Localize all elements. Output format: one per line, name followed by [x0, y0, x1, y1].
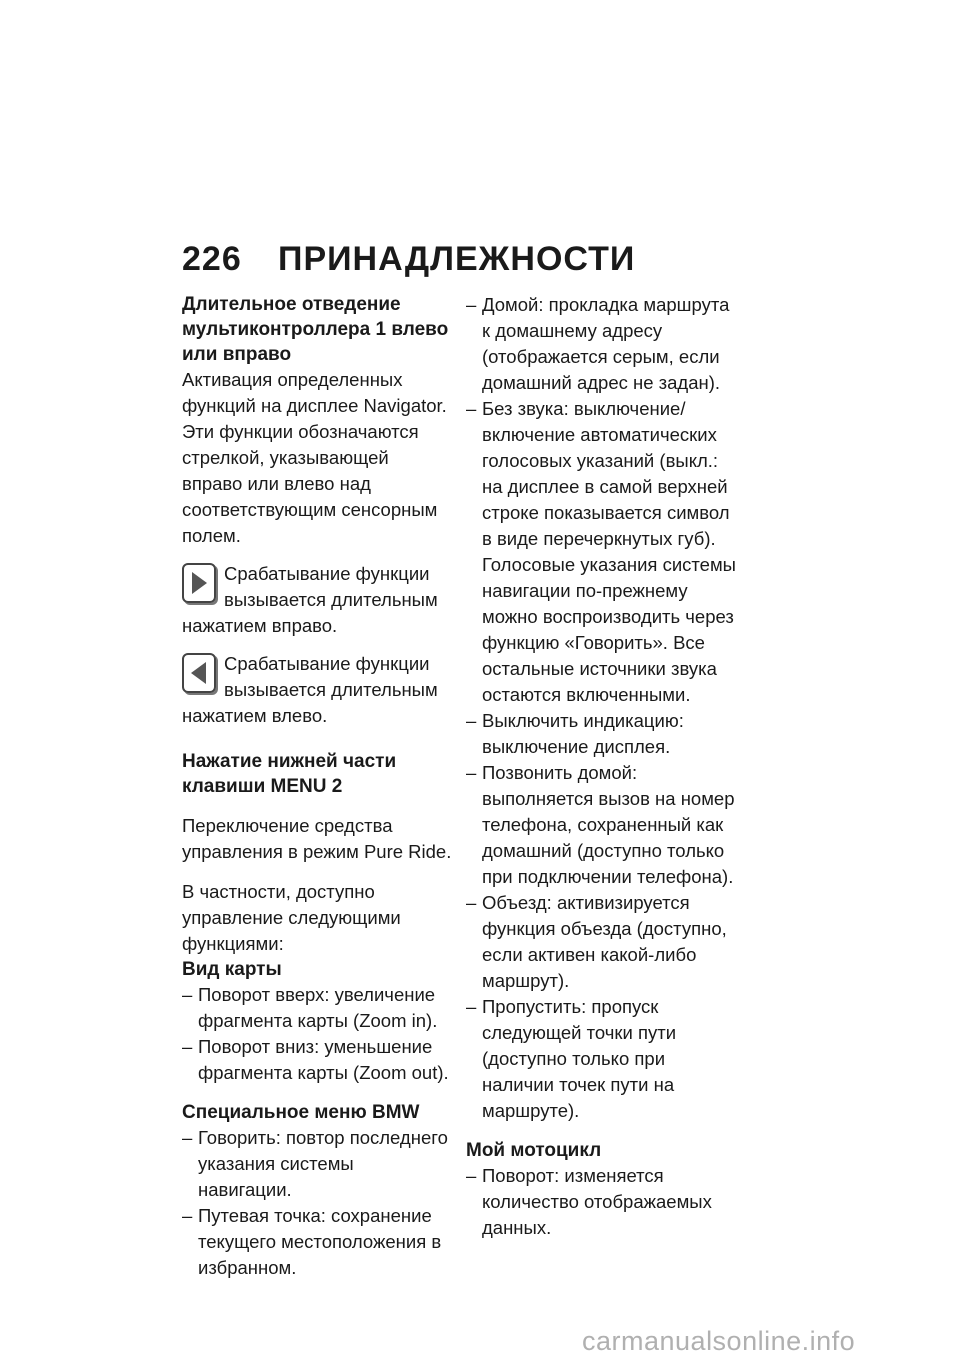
list-item: – Поворот вверх: увеличение фрагмента карты (Zoom in).: [182, 982, 452, 1034]
map-view-list: [182, 982, 452, 1086]
heading-map-view: Вид карты: [182, 959, 282, 980]
text-multicontroller: Активация определенных функций на дисплее Navigator. Эти функции обозначаются стрелкой, указывающей вправо или влево над соответствующим сенсорным полем.: [182, 369, 447, 546]
list-item: – Путевая точка: сохранение текущего местоположения в избранном.: [182, 1203, 452, 1281]
list-item: – Без звука: выключение/включение автоматических голосовых указаний (выкл.: на дисплее в самой верхней строке показывается символ в виде перечеркнутых губ). Голосовые указания системы навигации по-прежнему можно воспроизводить через функцию «Говорить». Все остальные источники звука остаются включенными.: [466, 396, 742, 708]
right-column: [466, 292, 742, 1241]
text-pure-ride: Переключение средства управления в режим Pure Ride.: [182, 815, 452, 862]
bmw-menu-list-continued: [466, 292, 742, 1124]
list-item: – Говорить: повтор последнего указания системы навигации.: [182, 1125, 452, 1203]
list-item: – Выключить индикацию: выключение дисплея.: [466, 708, 742, 760]
heading-menu: Нажатие нижней части клавиши MENU 2: [182, 751, 397, 797]
arrow-left-icon: [182, 653, 216, 693]
list-item: – Поворот вниз: уменьшение фрагмента карты (Zoom out).: [182, 1034, 452, 1086]
watermark: carmanualsonline.info: [582, 1326, 856, 1356]
note-left: [182, 651, 452, 729]
page-title: ПРИНАДЛЕЖНОСТИ: [278, 240, 636, 278]
list-item: – Объезд: активизируется функция объезда (доступно, если активен какой-либо маршрут).: [466, 890, 742, 994]
bmw-menu-list: [182, 1125, 452, 1281]
my-motorcycle-list: [466, 1163, 742, 1241]
heading-my-motorcycle: Мой мотоцикл: [466, 1140, 602, 1161]
list-item: – Пропустить: пропуск следующей точки пути (доступно только при наличии точек пути на маршруте).: [466, 994, 742, 1124]
page-number: 226: [182, 240, 242, 278]
text-functions: В частности, доступно управление следующими функциями:: [182, 881, 401, 954]
arrow-right-icon: [182, 563, 216, 603]
note-right-text: Срабатывание функции вызывается длительным нажатием вправо.: [182, 563, 438, 636]
heading-multicontroller: Длительное отведение мультиконтроллера 1 влево или вправо: [182, 294, 449, 365]
list-item: – Позвонить домой: выполняется вызов на номер телефона, сохраненный как домашний (доступно только при подключении телефона).: [466, 760, 742, 890]
left-column: [182, 292, 452, 1281]
page-header: [182, 240, 635, 279]
list-item: – Поворот: изменяется количество отображаемых данных.: [466, 1163, 742, 1241]
heading-bmw-menu: Специальное меню BMW: [182, 1102, 420, 1123]
note-right: [182, 561, 452, 639]
note-left-text: Срабатывание функции вызывается длительным нажатием влево.: [182, 653, 438, 726]
list-item: – Домой: прокладка маршрута к домашнему адресу (отображается серым, если домашний адрес не задан).: [466, 292, 742, 396]
